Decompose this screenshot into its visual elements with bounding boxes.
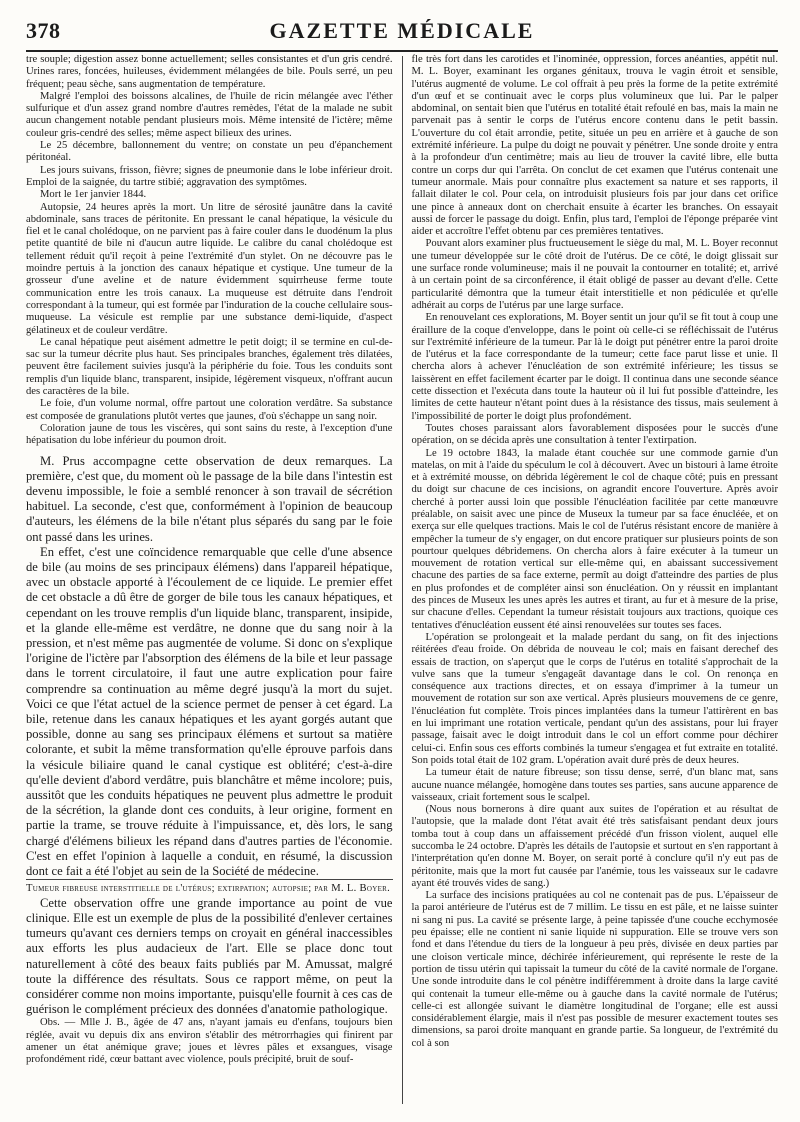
- paragraph: Pouvant alors examiner plus fructueusement le siège du mal, M. L. Boyer reconnut une tumeur développée sur le côté droit de l'utérus. De ce côté, le doigt glissait sur une surface ronde volumineuse; mais il ne pouvait la contourner en totalité; et, arrivé à un certain point de sa circonférence, il était obligé de passer au devant d'elle. Cette particularité démontra que la tumeur était interstitielle et non pédiculée et qu'elle adhérait au corps de l'utérus par une large surface.: [411, 238, 778, 311]
- paragraph: Toutes choses paraissant alors favorablement disposées pour le succès d'une opération, on se décida après une consultation à tenter l'extirpation.: [411, 422, 778, 447]
- running-title: GAZETTE MÉDICALE: [269, 18, 535, 43]
- paragraph: Le 19 octobre 1843, la malade étant couchée sur une commode garnie d'un matelas, on mit à l'aide du spéculum le col à découvert. Avec un bistouri à lame étroite et à extrémité mousse, on débrida légèrement le col de chaque côté; puis en pressant du doigt sur chacune de ces incisions, on agrandit encore l'ouverture. Après avoir cherché à porter aussi loin que possible l'énucléation facilitée par cette manœuvre préalable, on saisit avec une pince de Museux la tumeur par sa face énucléée, et on exerça sur elle quelques tractions. Mais le col de l'utérus résistant encore de manière à empêcher la tumeur de s'y engager, on dut encore pratiquer sur plusieurs points de son pourtour quelques débridemens. On chercha alors à faire exécuter à la tumeur un mouvement de rotation vertical sur elle-même qui, en abaissant successivement chacune des parties de sa face externe, permît au doigt d'atteindre des parties de plus en plus profondes et de compléter ainsi son énucléation. On y réussit en implantant des pinces de Museux les unes après les autres et tirant, au fur et à mesure de la prise, sur chacune d'elles. Cependant la tumeur résistait toujours aux tractions, quoique ces tentatives d'énucléation eussent été ainsi renouvelées sur toutes ses faces.: [411, 447, 778, 631]
- paragraph: Le 25 décembre, ballonnement du ventre; on constate un peu d'épanchement péritonéal.: [26, 140, 393, 164]
- paragraph: En renouvelant ces explorations, M. Boyer sentit un jour qu'il se fit tout à coup une éraillure de la coque d'enveloppe, dans le point où celle-ci se réfléchissait de l'utérus sur l'extrémité inférieure de la tumeur. Par là le doigt put pénétrer entre la paroi droite de l'utérus et la face correspondante de la tumeur; cette face parut lisse et unie. Il chercha alors à achever l'énucléation de son extrémité inférieure; les tissus se laissèrent en effet facilement écarter par le doigt. Il continua dans une seconde séance cette dissection et l'exécuta dans toute la hauteur où il lui fut possible d'atteindre, les limites de cette hauteur n'étant point dues à la résistance des tissus, mais seulement à l'impossibilité de porter le doigt plus profondément.: [411, 312, 778, 422]
- article-title-text: Tumeur fibreuse interstitielle de l'utérus; extirpation; autopsie; par M. L. Boyer.: [26, 883, 391, 895]
- paragraph: Le foie, d'un volume normal, offre partout une coloration verdâtre. Sa substance est composée de granulations plutôt vertes que jaunes, d'où s'échappe un sang noir.: [26, 398, 393, 422]
- article-intro-paragraph: Cette observation offre une grande importance au point de vue clinique. Elle est un exemple de plus de la possibilité d'enlever certaines tumeurs qu'avant ces derniers temps on croyait en général inaccessibles aux efforts les plus audacieux de l'art. Elle se place donc tout naturellement à côté des beaux faits publiés par M. Amussat, malgré toute la différence des résultats. Sous ce rapport même, on peut la considérer comme non moins importante, puisqu'elle fournit à ces cas de guérison le complément précieux des données d'anatomie pathologique.: [26, 895, 393, 1017]
- paragraph: Malgré l'emploi des boissons alcalines, de l'huile de ricin mélangée avec l'éther sulfurique et d'un assez grand nombre d'autres remèdes, l'état de la malade ne subit aucun changement notable pendant plusieurs mois. Même intensité de l'ictère; même couleur gris-cendré des selles; même aspect bilieux des urines.: [26, 90, 393, 139]
- right-column: [403, 54, 779, 1104]
- page-header: [26, 18, 778, 54]
- paragraph: (Nous nous bornerons à dire quant aux suites de l'opération et au résultat de l'autopsie, que la malade dont l'état avait été très satisfaisant pendant deux jours tomba tout à coup dans un affaissement précédé d'un frisson violent, auquel elle succomba le 24 octobre. D'après les détails de l'autopsie et surtout en s'en rapportant à l'interprétation qu'en donne M. Boyer, on serait porté à conclure qu'il n'y eut pas de péritonite, mais que la mort fut causée par l'anémie, tous les vaisseaux sur le cadavre ayant été trouvés vides de sang.): [411, 804, 778, 889]
- commentary-paragraph: En effet, c'est une coïncidence remarquable que celle d'une absence de bile (au moins de ses principaux élémens) dans l'appareil hépatique, avec un obstacle apporté à l'écoulement de ce liquide. Le premier effet de cet obstacle a dû être de gorger de bile tous les canaux hépatiques, et cependant on les trouve remplis d'un liquide blanc, transparent, insipide, et la glande elle-même est verdâtre, ne donne que du sang noir à la pression, et n'est même pas augmentée de volume. Si donc on s'explique l'origine de l'ictère par l'absorption des élémens de la bile et leur passage dans le torrent circulatoire, il faut une autre explication pour faire comprendre sa continuation au même degré jusqu'à la mort du sujet. Voici ce que l'état actuel de la science permet de penser à cet égard. La bile, retenue dans les canaux hépatiques et les ayant gorgés autant que possible, donne au sang ses principaux élémens et surtout sa matière colorante, et subit la même transformation qu'elle éprouve parfois dans la vésicule biliaire quand le canal cystique est oblitéré; c'est-à-dire qu'elle devient d'abord verdâtre, puis blanchâtre et même incolore; puis, aussitôt que les conduits hépatiques ne peuvent plus admettre le produit de la sécrétion, la glande dont ces conduits, à leur origine, forment en partie la trame, se trouve réduite à l'impuissance, et, dès lors, le sang chargé d'élémens bilieux les répand dans d'autres parties de l'économie. C'est en effet l'opinion à laquelle a conduit, en résumé, la discussion dont ce fait a été l'objet au sein de la Société de médecine.: [26, 544, 393, 878]
- paragraph: La surface des incisions pratiquées au col ne contenait pas de pus. L'épaisseur de la paroi antérieure de l'utérus est de 7 millim. Le tissu en est pâle, et ne laisse suinter ni sang ni pus. La cavité se présente large, à peine tapissée d'une couche ecchymosée peu épaisse; elle ne contient ni sanie liquide ni suppuration. Elle se trouve vers son fond et dans l'étendue du tiers de la longueur à peu près, divisée en deux parties par une cloison verticale mince, déchirée inférieurement, qui représente le reste de la portion de tissu utérin qui tapissait la tumeur du côté de la cavité normale de l'organe. Une sonde introduite dans le col pénètre indifféremment à droite dans la large cavité qui contenait la tumeur elle-même ou à gauche dans la cavité normale de l'utérus; celle-ci est allongée suivant le diamètre longitudinal de l'organe; elle est aussi considérablement élargie, mais il n'est pas possible de mesurer exactement toutes ses dimensions, sa paroi droite manquant en grande partie. Sa longueur, de l'extrémité du col à son: [411, 890, 778, 1049]
- page-number: 378: [26, 18, 61, 43]
- article-title: [26, 879, 393, 896]
- commentary-paragraph: M. Prus accompagne cette observation de deux remarques. La première, c'est que, du moment où le passage de la bile dans l'intestin est devenu impossible, le foie a semblé renoncer à son travail de sécrétion habituel. La seconde, c'est que, conformément à l'opinion de beaucoup d'auteurs, les élémens de la bile n'étant plus séparés du sang par le foie ont passé dans les urines.: [26, 453, 393, 544]
- paragraph-autopsy: Autopsie, 24 heures après la mort. Un litre de sérosité jaunâtre dans la cavité abdominale, sans traces de péritonite. En pressant le canal hépatique, la vésicule du fiel et le canal cholédoque, on ne parvient pas à faire couler dans le duodénum la plus petite quantité de bile ni d'aucun autre liquide. Le calibre du canal cholédoque est tellement réduit qu'il reçoit à peine l'extrémité d'un stylet. On ne découvre pas le moindre pertuis à la jonction des canaux hépatique et cystique. Une tumeur de la grosseur d'une aveline et de nature évidemment squirrheuse ferme toute communication entre les trois canaux. La muqueuse est détruite dans l'endroit correspondant à la tumeur, qui est formée par l'induration de la couche cellulaire sous-muqueuse. La vésicule est remplie par une substance demi-liquide, d'aspect gélatineux et de couleur verdâtre.: [26, 201, 393, 336]
- paragraph: fle très fort dans les carotides et l'inominée, oppression, forces anéanties, appétit nul. M. L. Boyer, examinant les organes génitaux, trouva le vagin étroit et sensible, l'utérus augmenté de volume. Le col offrait à peu près la forme de la petite extrémité d'un œuf et se continuait avec le corps plus volumineux que lui. Par le palper abdominal, on sentait bien que l'utérus en totalité était refoulé en bas, mais la main ne parvenait pas à sentir le corps de l'utérus encore contenu dans le petit bassin. L'ouverture du col était arrondie, petite, située un peu en arrière et à gauche de son extrémité inférieure. La pulpe du doigt ne pouvait y pénétrer. Une sonde droite y entra à la profondeur d'un centimètre; mais au lieu de trouver la cavité libre, elle butta contre un corps dur qui l'arrêta. On conclut de cet examen que l'utérus contenait une tumeur anormale. Mais pour connaître plus exactement sa nature et ses rapports, il fallait dilater le col. Pour cela, on introduisit plusieurs fois par jour dans cet orifice une pince à anneaux dont on cherchait ensuite à écarter les branches. On essayait aussi de forcer le passage du doigt. Enfin, plus tard, l'emploi de l'éponge préparée vint aider et accroître l'effet obtenu par ces premières tentatives.: [411, 54, 778, 238]
- paragraph: Coloration jaune de tous les viscères, qui sont sains du reste, à l'exception d'une hépatisation du lobe inférieur du poumon droit.: [26, 422, 393, 447]
- paragraph: Le canal hépatique peut aisément admettre le petit doigt; il se termine en cul-de-sac sur la tumeur décrite plus haut. Ses principales branches, également très dilatées, peuvent être facilement suivies jusqu'à la périphérie du foie. Tous les conduits sont remplis d'un liquide blanc, transparent, insipide, légèrement visqueux, n'offrant aucun des caractères de la bile.: [26, 336, 393, 398]
- two-column-body: [26, 54, 778, 1104]
- header-rule: [26, 50, 778, 52]
- paragraph: Mort le 1er janvier 1844.: [40, 189, 147, 201]
- paragraph: tre souple; digestion assez bonne actuellement; selles consistantes et d'un gris cendré. Urines rares, foncées, huileuses, évidemment mélangées de bile. Pouls serré, un peu fréquent; peau sèche, sans augmentation de température.: [26, 54, 393, 90]
- paragraph: L'opération se prolongeait et la malade perdant du sang, on fit des injections réitérées d'eau froide. On débrida de nouveau le col; mais en faisant derechef des essais de traction, on s'aperçut que le corps de l'utérus en totalité s'approchait de la vulve sans que la tumeur s'engageât davantage dans le col. On renonça en conséquence aux tractions directes, et on essaya d'imprimer à la tumeur un mouvement de rotation sur son axe vertical. Après plusieurs mouvemens de ce genre, l'énucléation fut complète. Trois pinces implantées dans la tumeur l'attirèrent en bas en lui imprimant une rotation verticale, pendant qu'un des assistans, pour lui frayer passage, faisait avec le doigt introduit dans le col un effort comme pour déchirer celui-ci. Enfin sous ces efforts combinés la tumeur s'engagea et fut extraite en totalité. Son poids total était de 102 gram. L'opération avait duré près de deux heures.: [411, 631, 778, 766]
- paragraph: Les jours suivans, frisson, fièvre; signes de pneumonie dans le lobe inférieur droit. Emploi de la saignée, du tartre stibié; aggravation des symptômes.: [26, 164, 393, 188]
- paragraph: La tumeur était de nature fibreuse; son tissu dense, serré, d'un blanc mat, sans aucune nuance mélangée, homogène dans toutes ses parties, sans aucune apparence de vaisseaux, criait fortement sous le scalpel.: [411, 767, 778, 803]
- observation-paragraph: Obs. — Mlle J. B., âgée de 47 ans, n'ayant jamais eu d'enfans, toujours bien réglée, avait vu depuis dix ans environ s'établir des métrorrhagies qui finirent par amener un état anémique grave; joues et lèvres pâles et exsangues, visage profondément ridé, cœur battant avec violence, pouls précipité, bruit de souf-: [26, 1017, 393, 1066]
- left-column: [26, 54, 402, 1104]
